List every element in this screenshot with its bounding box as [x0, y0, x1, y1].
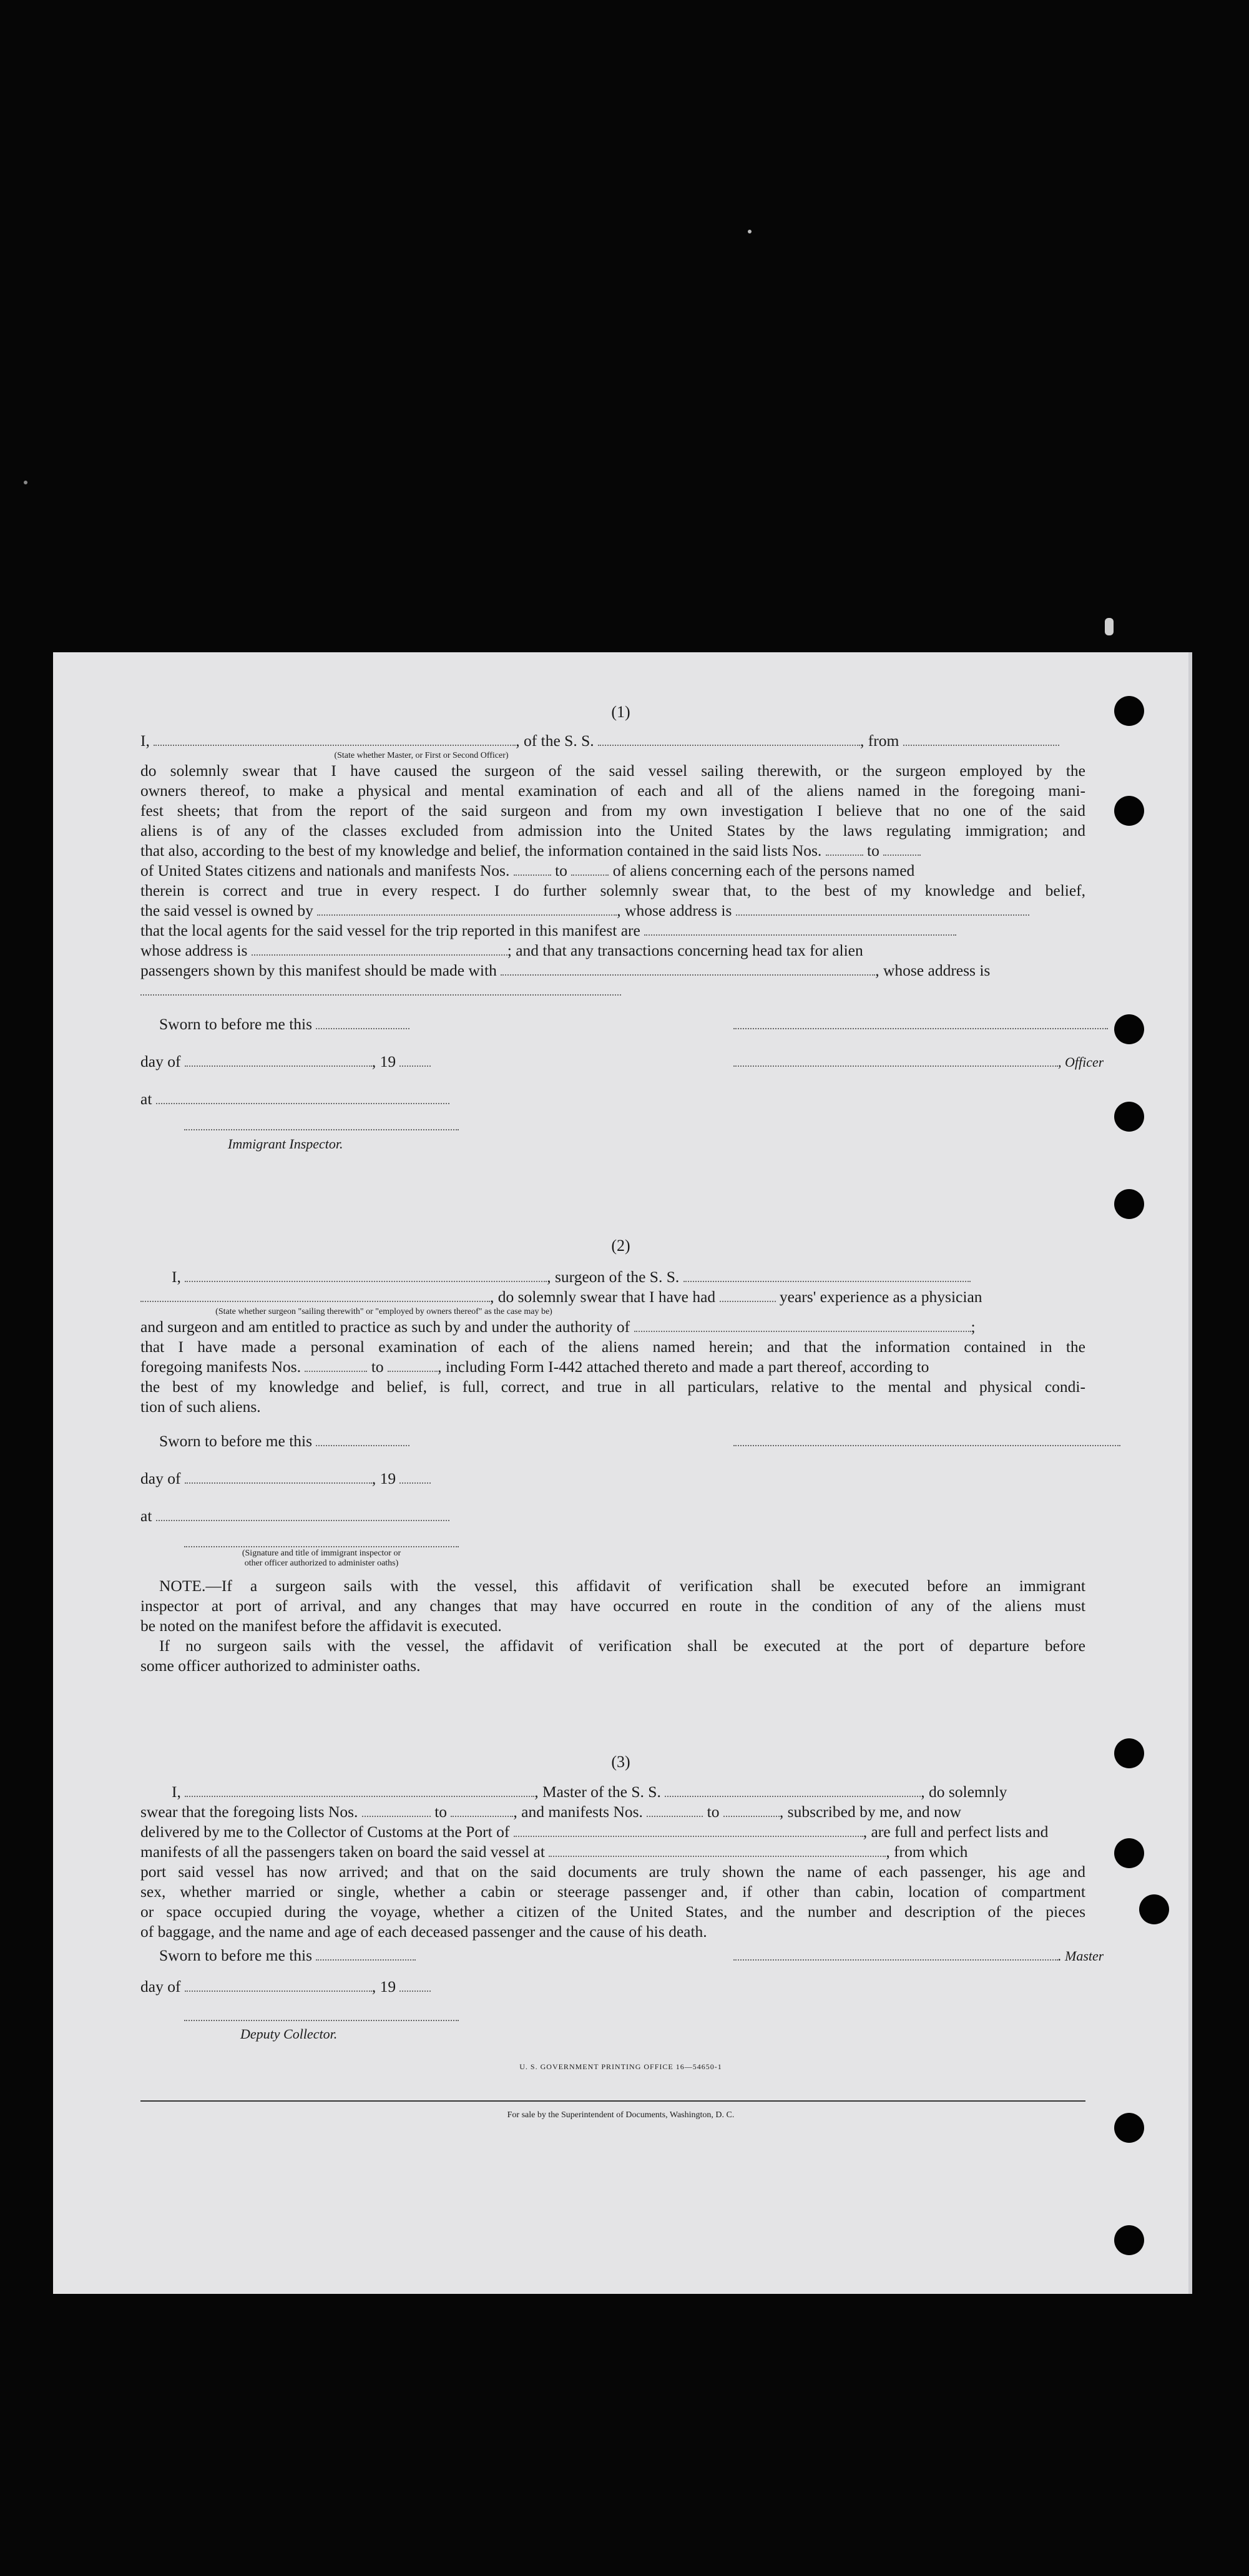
s1-owner-field[interactable]: [317, 903, 617, 916]
s1-paragraph-line: aliens is of any of the classes excluded from admission into the United States by the laws regulating immigration; and: [140, 821, 1085, 840]
s3-vessel-field[interactable]: [665, 1785, 921, 1797]
section-2-note: [140, 1576, 1085, 1676]
binder-hole: [1114, 1102, 1144, 1132]
s1-paragraph-line: owners thereof, to make a physical and mental examination of each and all of the aliens named in the foregoing mani-: [140, 781, 1085, 800]
s3-manifests-from-field[interactable]: [647, 1805, 703, 1817]
s3-manifests-to-field[interactable]: [723, 1805, 780, 1817]
s2-paragraph-line: the best of my knowledge and belief, is full, correct, and true in all particulars, relative to the mental and physical condi-: [140, 1378, 1085, 1396]
s2-form-text: , including Form I-442 attached thereto and made a part thereof, according to: [438, 1358, 929, 1376]
s2-swear: , do solemnly swear that I have had: [490, 1288, 716, 1306]
s2-signature-caption: [184, 1549, 459, 1569]
note-line: If no surgeon sails with the vessel, the affidavit of verification shall be executed at the port of departure before: [159, 1637, 1085, 1655]
s3-solemnly: , do solemnly: [921, 1783, 1007, 1801]
s1-officer-field[interactable]: [733, 1054, 1058, 1067]
s1-aliens-named: of aliens concerning each of the persons named: [612, 861, 915, 879]
s2-authority: and surgeon and am entitled to practice as such by and under the authority of: [140, 1318, 630, 1336]
s3-to: to: [434, 1803, 448, 1821]
s2-paragraph-line: tion of such aliens.: [140, 1398, 261, 1416]
s1-head-tax-field[interactable]: [501, 963, 875, 976]
s2-years-label: years' experience as a physician: [779, 1288, 982, 1306]
s1-agents-address-label: whose address is: [140, 941, 248, 959]
s1-sworn: Sworn to before me this: [159, 1015, 313, 1033]
s1-lists-from-field[interactable]: [826, 843, 863, 856]
s3-month-field[interactable]: [185, 1979, 372, 1992]
s1-owner-address-field[interactable]: [736, 903, 1029, 916]
s1-owned-by: the said vessel is owned by: [140, 901, 313, 919]
s1-paragraph-line: do solemnly swear that I have caused the surgeon of the said vessel sailing therewith, or the surgeon employed by the: [140, 762, 1085, 780]
s1-inspector-line[interactable]: [184, 1120, 459, 1130]
s3-port-field[interactable]: [514, 1824, 863, 1837]
section-2-affidavit: I, , surgeon of the S. S. , do solemnly swear that I have had years' experience as a physician (State whether surgeon "sailing therewith" or "employed by owners thereof" as the case may be) and surgeon and am entitled to practice as such by and under the authority of ; that I have made a personal examination of each of the aliens named herein; and that the information contained in the foregoing manifests Nos. to , including Form I-442 attached thereto and made a part thereof, according to the best of my knowledge and belief, is full, correct, and true in all particulars, relative to the mental and physical condi- tion of such aliens.: [140, 1268, 1085, 1416]
s1-vessel-field[interactable]: [598, 733, 860, 746]
sale-imprint: For sale by the Superintendent of Documents, Washington, D. C.: [507, 2110, 735, 2120]
s2-inspector-line[interactable]: [184, 1537, 459, 1547]
s2-authority-field[interactable]: [634, 1320, 971, 1332]
s2-day: day of: [140, 1469, 181, 1487]
s3-from-which: , from which: [886, 1843, 968, 1861]
s3-collector-label: Deputy Collector.: [240, 2026, 338, 2042]
section-3-affidavit: [140, 1782, 1085, 1942]
binder-hole: [1114, 1838, 1144, 1868]
s2-sigcap-line: other officer authorized to administer oaths): [244, 1559, 399, 1568]
s1-day: day of: [140, 1052, 181, 1070]
note-line: NOTE.—If a surgeon sails with the vessel, this affidavit of verification shall be executed before an immigrant: [159, 1577, 1085, 1595]
s1-vessel-label: , of the S. S.: [516, 732, 594, 750]
s1-i: I,: [140, 732, 150, 750]
s1-at-field[interactable]: [156, 1092, 449, 1104]
binder-hole: [1114, 796, 1144, 826]
s2-signature-line[interactable]: [733, 1431, 1120, 1446]
s2-manifests-to-field[interactable]: [388, 1359, 438, 1372]
s1-agents-address-field[interactable]: [252, 943, 507, 956]
s2-i: I,: [172, 1268, 181, 1286]
s3-departure-port-field[interactable]: [549, 1844, 886, 1857]
s3-master-signature-field[interactable]: [733, 1948, 1058, 1961]
s1-to: to: [867, 841, 879, 859]
s3-sworn: Sworn to before me this: [159, 1946, 313, 1964]
binder-hole: [1114, 1014, 1144, 1044]
s2-at-field[interactable]: [156, 1509, 449, 1521]
footer-rule: [140, 2100, 1085, 2102]
s1-paragraph-line: that also, according to the best of my knowledge and belief, the information contained in the said lists Nos.: [140, 841, 822, 859]
s3-day: day of: [140, 1977, 181, 1996]
s1-manifests-from-field[interactable]: [514, 863, 551, 876]
binder-hole: [1114, 1189, 1144, 1219]
s1-manifests-to-field[interactable]: [571, 863, 609, 876]
s1-officer-label: , Officer: [1058, 1054, 1104, 1070]
s1-from-field[interactable]: [903, 733, 1059, 746]
binder-hole: [1114, 2225, 1144, 2255]
s1-sworn-date-field[interactable]: [316, 1017, 409, 1029]
gpo-imprint: U. S. GOVERNMENT PRINTING OFFICE 16—54650-1: [519, 2062, 722, 2071]
s3-collector-line[interactable]: [184, 2011, 459, 2021]
note-line: inspector at port of arrival, and any changes that may have occurred en route in the condition of any of the aliens must: [140, 1597, 1085, 1615]
s1-name-field[interactable]: [154, 733, 516, 746]
s3-master-signature-label: . Master: [1058, 1948, 1104, 1964]
s3-name-field[interactable]: [185, 1785, 534, 1797]
s1-signature-line[interactable]: [733, 1014, 1108, 1029]
s1-address-end: , whose address is: [875, 961, 991, 979]
s1-paragraph-line: of United States citizens and nationals and manifests Nos.: [140, 861, 510, 879]
s1-year: , 19: [371, 1052, 396, 1070]
s1-head-tax-address-field[interactable]: [140, 983, 621, 996]
s1-head-tax: ; and that any transactions concerning head tax for alien: [507, 941, 863, 959]
s2-manifests-label: foregoing manifests Nos.: [140, 1358, 301, 1376]
s1-year-field[interactable]: [399, 1054, 431, 1067]
s3-paragraph-line: sex, whether married or single, whether a cabin or steerage passenger and, if other than cabin, location of compartment: [140, 1883, 1085, 1901]
s3-lists-label: swear that the foregoing lists Nos.: [140, 1803, 358, 1821]
s1-at: at: [140, 1090, 152, 1108]
s3-lists-to-field[interactable]: [451, 1805, 513, 1817]
s2-to: to: [371, 1358, 384, 1376]
s1-agents-field[interactable]: [644, 923, 956, 936]
note-line: some officer authorized to administer oaths.: [140, 1657, 421, 1675]
s2-name-field[interactable]: [185, 1270, 547, 1282]
s3-paragraph-line: or space occupied during the voyage, whether a citizen of the United States, and the number and description of the pieces: [140, 1903, 1085, 1921]
s2-paragraph-line: that I have made a personal examination of each of the aliens named herein; and that the information contained in the: [140, 1338, 1085, 1356]
s1-lists-to-field[interactable]: [883, 843, 921, 856]
s3-lists-from-field[interactable]: [362, 1805, 431, 1817]
s3-paragraph-line: of baggage, and the name and age of each deceased passenger and the cause of his death.: [140, 1922, 707, 1941]
s1-to: to: [555, 861, 567, 879]
s3-master-label: , Master of the S. S.: [534, 1783, 661, 1801]
s3-sworn-date-field[interactable]: [316, 1948, 416, 1961]
s2-caption: (State whether surgeon "sailing therewith" or "employed by owners thereof" as the case may be): [215, 1307, 552, 1316]
s3-subscribed: , subscribed by me, and now: [779, 1803, 961, 1821]
s3-manifests-label: , and manifests Nos.: [513, 1803, 643, 1821]
s3-collector-port: delivered by me to the Collector of Customs at the Port of: [140, 1823, 510, 1841]
s2-vessel-field[interactable]: [683, 1270, 971, 1282]
s2-month-field[interactable]: [185, 1471, 372, 1484]
s1-inspector-label: Immigrant Inspector.: [228, 1136, 343, 1152]
s2-surgeon-label: , surgeon of the S. S.: [547, 1268, 680, 1286]
manifest-affidavit-sheet: [53, 652, 1192, 2294]
s2-sworn-date-field[interactable]: [316, 1434, 409, 1446]
s1-whose-address: , whose address is: [617, 901, 732, 919]
s3-i: I,: [172, 1783, 181, 1801]
s3-paragraph-line: port said vessel has now arrived; and that on the said documents are truly shown the name of each passenger, his age and: [140, 1863, 1085, 1881]
s1-passengers-shown: passengers shown by this manifest should be made with: [140, 961, 497, 979]
s1-from-label: , from: [860, 732, 899, 750]
s2-at: at: [140, 1507, 152, 1525]
s1-local-agents: that the local agents for the said vessel for the trip reported in this manifest are: [140, 921, 640, 939]
s3-year: , 19: [371, 1977, 396, 1996]
s3-perfect-lists: , are full and perfect lists and: [863, 1823, 1049, 1841]
section-3-number: (3): [611, 1753, 630, 1771]
s3-year-field[interactable]: [399, 1979, 431, 1992]
s1-paragraph-line: fest sheets; that from the report of the said surgeon and from my own investigation I believe that no one of the said: [140, 801, 1085, 820]
s1-month-field[interactable]: [185, 1054, 372, 1067]
background-speck: [748, 230, 752, 233]
section-2-number: (2): [611, 1237, 630, 1255]
s2-year: , 19: [371, 1469, 396, 1487]
s2-status-field[interactable]: [140, 1290, 490, 1302]
s2-sigcap-line: (Signature and title of immigrant inspector or: [242, 1549, 401, 1558]
s2-years-field[interactable]: [720, 1290, 776, 1302]
binder-hole: [1139, 1894, 1169, 1924]
s1-paragraph-line: therein is correct and true in every respect. I do further solemnly swear that, to the best of my knowledge and belief,: [140, 881, 1085, 899]
s3-to: to: [707, 1803, 720, 1821]
note-line: be noted on the manifest before the affidavit is executed.: [140, 1617, 502, 1635]
section-1-affidavit: [140, 731, 1085, 1001]
s3-taken-on-board: manifests of all the passengers taken on board the said vessel at: [140, 1843, 545, 1861]
background-speck: [1105, 618, 1114, 635]
section-1-number: (1): [611, 703, 630, 721]
s2-sworn: Sworn to before me this: [159, 1432, 313, 1450]
s1-caption: (State whether Master, or First or Second Officer): [334, 751, 509, 760]
s2-manifests-from-field[interactable]: [305, 1359, 367, 1372]
background-speck: [24, 481, 27, 484]
s2-year-field[interactable]: [399, 1471, 431, 1484]
